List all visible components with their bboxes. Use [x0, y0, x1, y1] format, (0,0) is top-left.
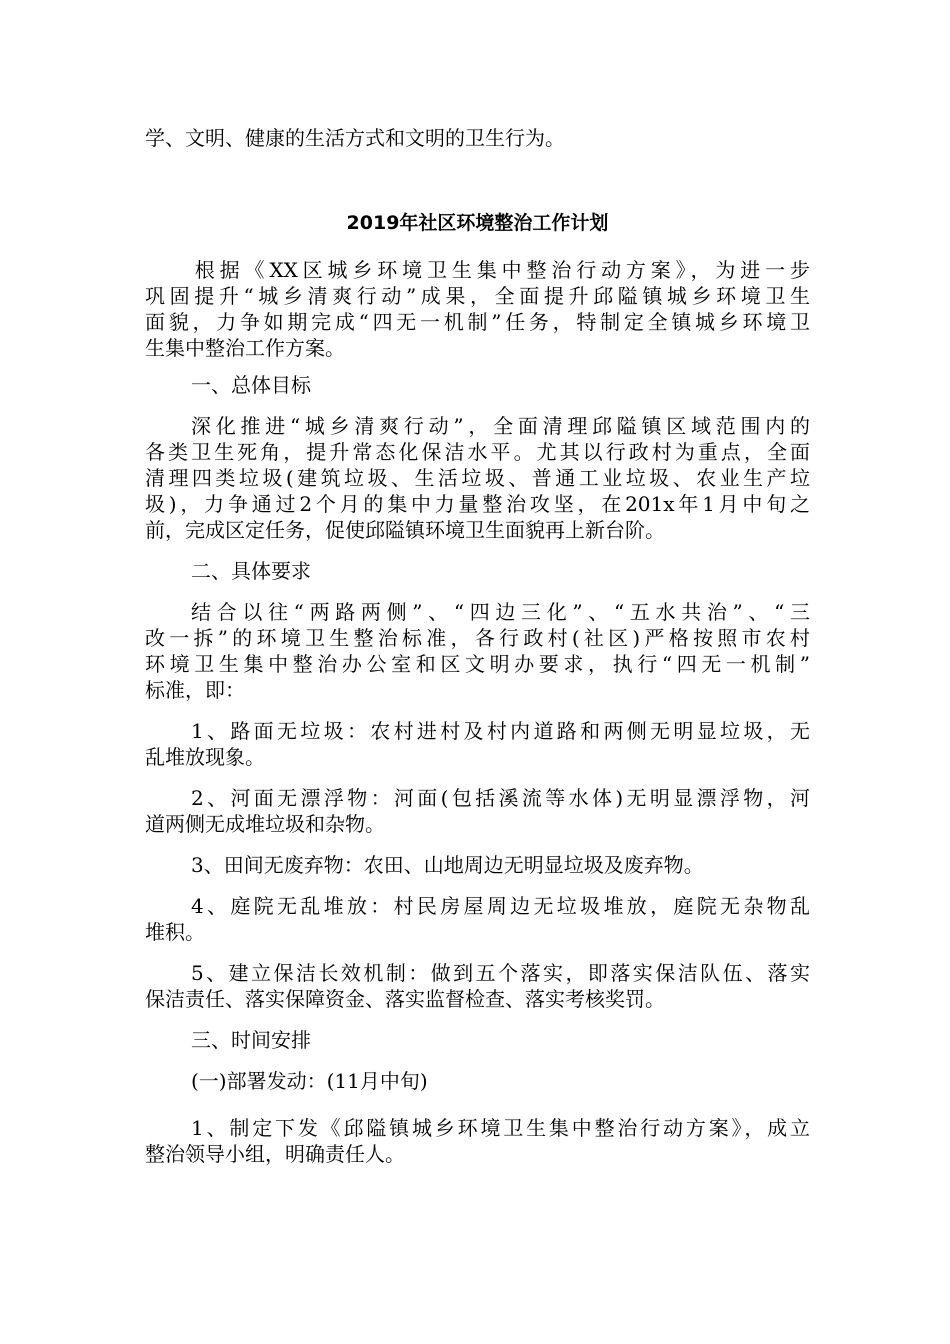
requirements-line-3: 环境卫生集中整治办公室和区文明办要求，执行“四无一机制” — [145, 652, 810, 676]
list-item-3-line-1: 3、田间无废弃物：农田、山地周边无明显垃圾及废弃物。 — [191, 853, 704, 877]
goals-line-1: 深化推进“城乡清爽行动”，全面清理邱隘镇区域范围内的 — [191, 414, 810, 438]
phase-1-item-1-line-1: 1、制定下发《邱隘镇城乡环境卫生集中整治行动方案》，成立 — [191, 1116, 810, 1140]
list-item-5-line-1: 5、建立保洁长效机制：做到五个落实，即落实保洁队伍、落实 — [191, 961, 810, 985]
list-item-2-line-2: 道两侧无成堆垃圾和杂物。 — [145, 812, 385, 836]
list-item-1-line-1: 1、路面无垃圾：农村进村及村内道路和两侧无明显垃圾，无 — [191, 719, 810, 743]
continued-paragraph-line: 学、文明、健康的生活方式和文明的卫生行为。 — [145, 126, 565, 150]
intro-line-3: 面貌，力争如期完成“四无一机制”任务，特制定全镇城乡环境卫 — [145, 310, 810, 334]
list-item-5-line-2: 保洁责任、落实保障资金、落实监督检查、落实考核奖罚。 — [145, 987, 665, 1011]
list-item-4-line-1: 4、庭院无乱堆放：村民房屋周边无垃圾堆放，庭院无杂物乱 — [191, 894, 810, 918]
requirements-line-2: 改一拆”的环境卫生整治标准，各行政村(社区)严格按照市农村 — [145, 626, 810, 650]
section-heading-goals: 一、总体目标 — [191, 373, 311, 397]
list-item-4-line-2: 堆积。 — [145, 920, 205, 944]
list-item-2-line-1: 2、河面无漂浮物：河面(包括溪流等水体)无明显漂浮物，河 — [191, 786, 810, 810]
section-heading-schedule: 三、时间安排 — [191, 1028, 311, 1052]
phase-heading-1: (一)部署发动：(11月中旬) — [191, 1069, 428, 1093]
requirements-line-1: 结合以往“两路两侧”、“四边三化”、“五水共治”、“三 — [191, 600, 810, 624]
document-title: 2019年社区环境整治工作计划 — [346, 212, 609, 234]
goals-line-5: 前，完成区定任务，促使邱隘镇环境卫生面貌再上新台阶。 — [145, 518, 665, 542]
goals-line-2: 各类卫生死角，提升常态化保洁水平。尤其以行政村为重点，全面 — [145, 440, 810, 464]
requirements-line-4: 标准，即： — [145, 678, 245, 702]
intro-line-1: 根据《XX区城乡环境卫生集中整治行动方案》，为进一步 — [145, 258, 810, 282]
list-item-1-line-2: 乱堆放现象。 — [145, 745, 265, 769]
section-heading-requirements: 二、具体要求 — [191, 559, 311, 583]
intro-line-2: 巩固提升“城乡清爽行动”成果，全面提升邱隘镇城乡环境卫生 — [145, 284, 810, 308]
phase-1-item-1-line-2: 整治领导小组，明确责任人。 — [145, 1142, 405, 1166]
goals-line-3: 清理四类垃圾(建筑垃圾、生活垃圾、普通工业垃圾、农业生产垃 — [145, 466, 810, 490]
intro-line-4: 生集中整治工作方案。 — [145, 336, 345, 360]
goals-line-4: 圾)，力争通过2个月的集中力量整治攻坚，在201x年1月中旬之 — [145, 492, 810, 516]
